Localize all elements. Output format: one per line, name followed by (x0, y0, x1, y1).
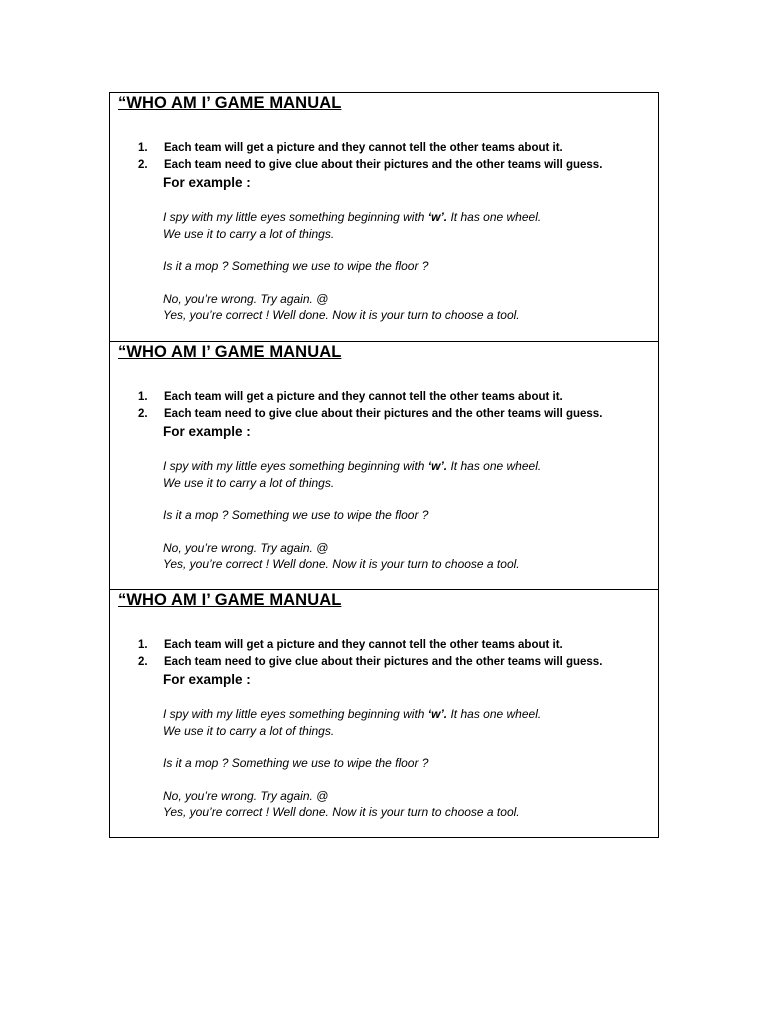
card-title: “WHO AM I’ GAME MANUAL (118, 343, 342, 361)
clue-letter: ‘w’. (427, 707, 448, 721)
clue-suffix: It has one wheel. (447, 707, 542, 721)
example-label: For example : (163, 424, 251, 439)
rule-item (138, 637, 602, 654)
rule-text: Each team need to give clue about their pictures and the other teams will guess. (164, 159, 603, 171)
rule-text: Each team will get a picture and they cannot tell the other teams about it. (164, 142, 563, 154)
rule-number: 2. (138, 656, 148, 668)
clue-line (163, 458, 541, 474)
rule-item (138, 654, 602, 671)
manual-card-1 (110, 93, 658, 341)
correct-answer-line: Yes, you’re correct ! Well done. Now it is your turn to choose a tool. (163, 805, 520, 819)
wrong-answer-line: No, you’re wrong. Try again. @ (163, 292, 329, 306)
clue-line-2: We use it to carry a lot of things. (163, 724, 335, 738)
rule-text: Each team need to give clue about their pictures and the other teams will guess. (164, 408, 603, 420)
card-title: “WHO AM I’ GAME MANUAL (118, 591, 342, 609)
clue-prefix: I spy with my little eyes something beginning with (163, 210, 428, 224)
clue-line-2: We use it to carry a lot of things. (163, 227, 335, 241)
guess-line: Is it a mop ? Something we use to wipe the floor ? (163, 756, 429, 770)
card-title: “WHO AM I’ GAME MANUAL (118, 94, 342, 112)
wrong-answer-line: No, you’re wrong. Try again. @ (163, 541, 329, 555)
manual-card-3 (110, 589, 658, 837)
rule-number: 1. (138, 391, 148, 403)
correct-answer-line: Yes, you’re correct ! Well done. Now it is your turn to choose a tool. (163, 557, 520, 571)
clue-suffix: It has one wheel. (447, 459, 542, 473)
clue-line (163, 209, 541, 225)
rules-list (138, 140, 602, 174)
clue-letter: ‘w’. (427, 210, 448, 224)
example-label: For example : (163, 175, 251, 190)
game-manual-table (109, 92, 659, 838)
correct-answer-line: Yes, you’re correct ! Well done. Now it is your turn to choose a tool. (163, 308, 520, 322)
rules-list (138, 637, 602, 671)
rule-text: Each team will get a picture and they cannot tell the other teams about it. (164, 391, 563, 403)
guess-line: Is it a mop ? Something we use to wipe the floor ? (163, 259, 429, 273)
rule-text: Each team will get a picture and they cannot tell the other teams about it. (164, 639, 563, 651)
rule-number: 1. (138, 142, 148, 154)
rules-list (138, 389, 602, 423)
example-label: For example : (163, 672, 251, 687)
rule-number: 2. (138, 408, 148, 420)
clue-suffix: It has one wheel. (447, 210, 542, 224)
rule-item (138, 406, 602, 423)
clue-letter: ‘w’. (427, 459, 448, 473)
clue-line-2: We use it to carry a lot of things. (163, 476, 335, 490)
rule-item (138, 389, 602, 406)
rule-text: Each team need to give clue about their pictures and the other teams will guess. (164, 656, 603, 668)
clue-line (163, 706, 541, 722)
clue-prefix: I spy with my little eyes something beginning with (163, 459, 428, 473)
wrong-answer-line: No, you’re wrong. Try again. @ (163, 789, 329, 803)
rule-number: 1. (138, 639, 148, 651)
rule-item (138, 140, 602, 157)
rule-number: 2. (138, 159, 148, 171)
guess-line: Is it a mop ? Something we use to wipe the floor ? (163, 508, 429, 522)
clue-prefix: I spy with my little eyes something beginning with (163, 707, 428, 721)
rule-item (138, 157, 602, 174)
manual-card-2 (110, 341, 658, 589)
